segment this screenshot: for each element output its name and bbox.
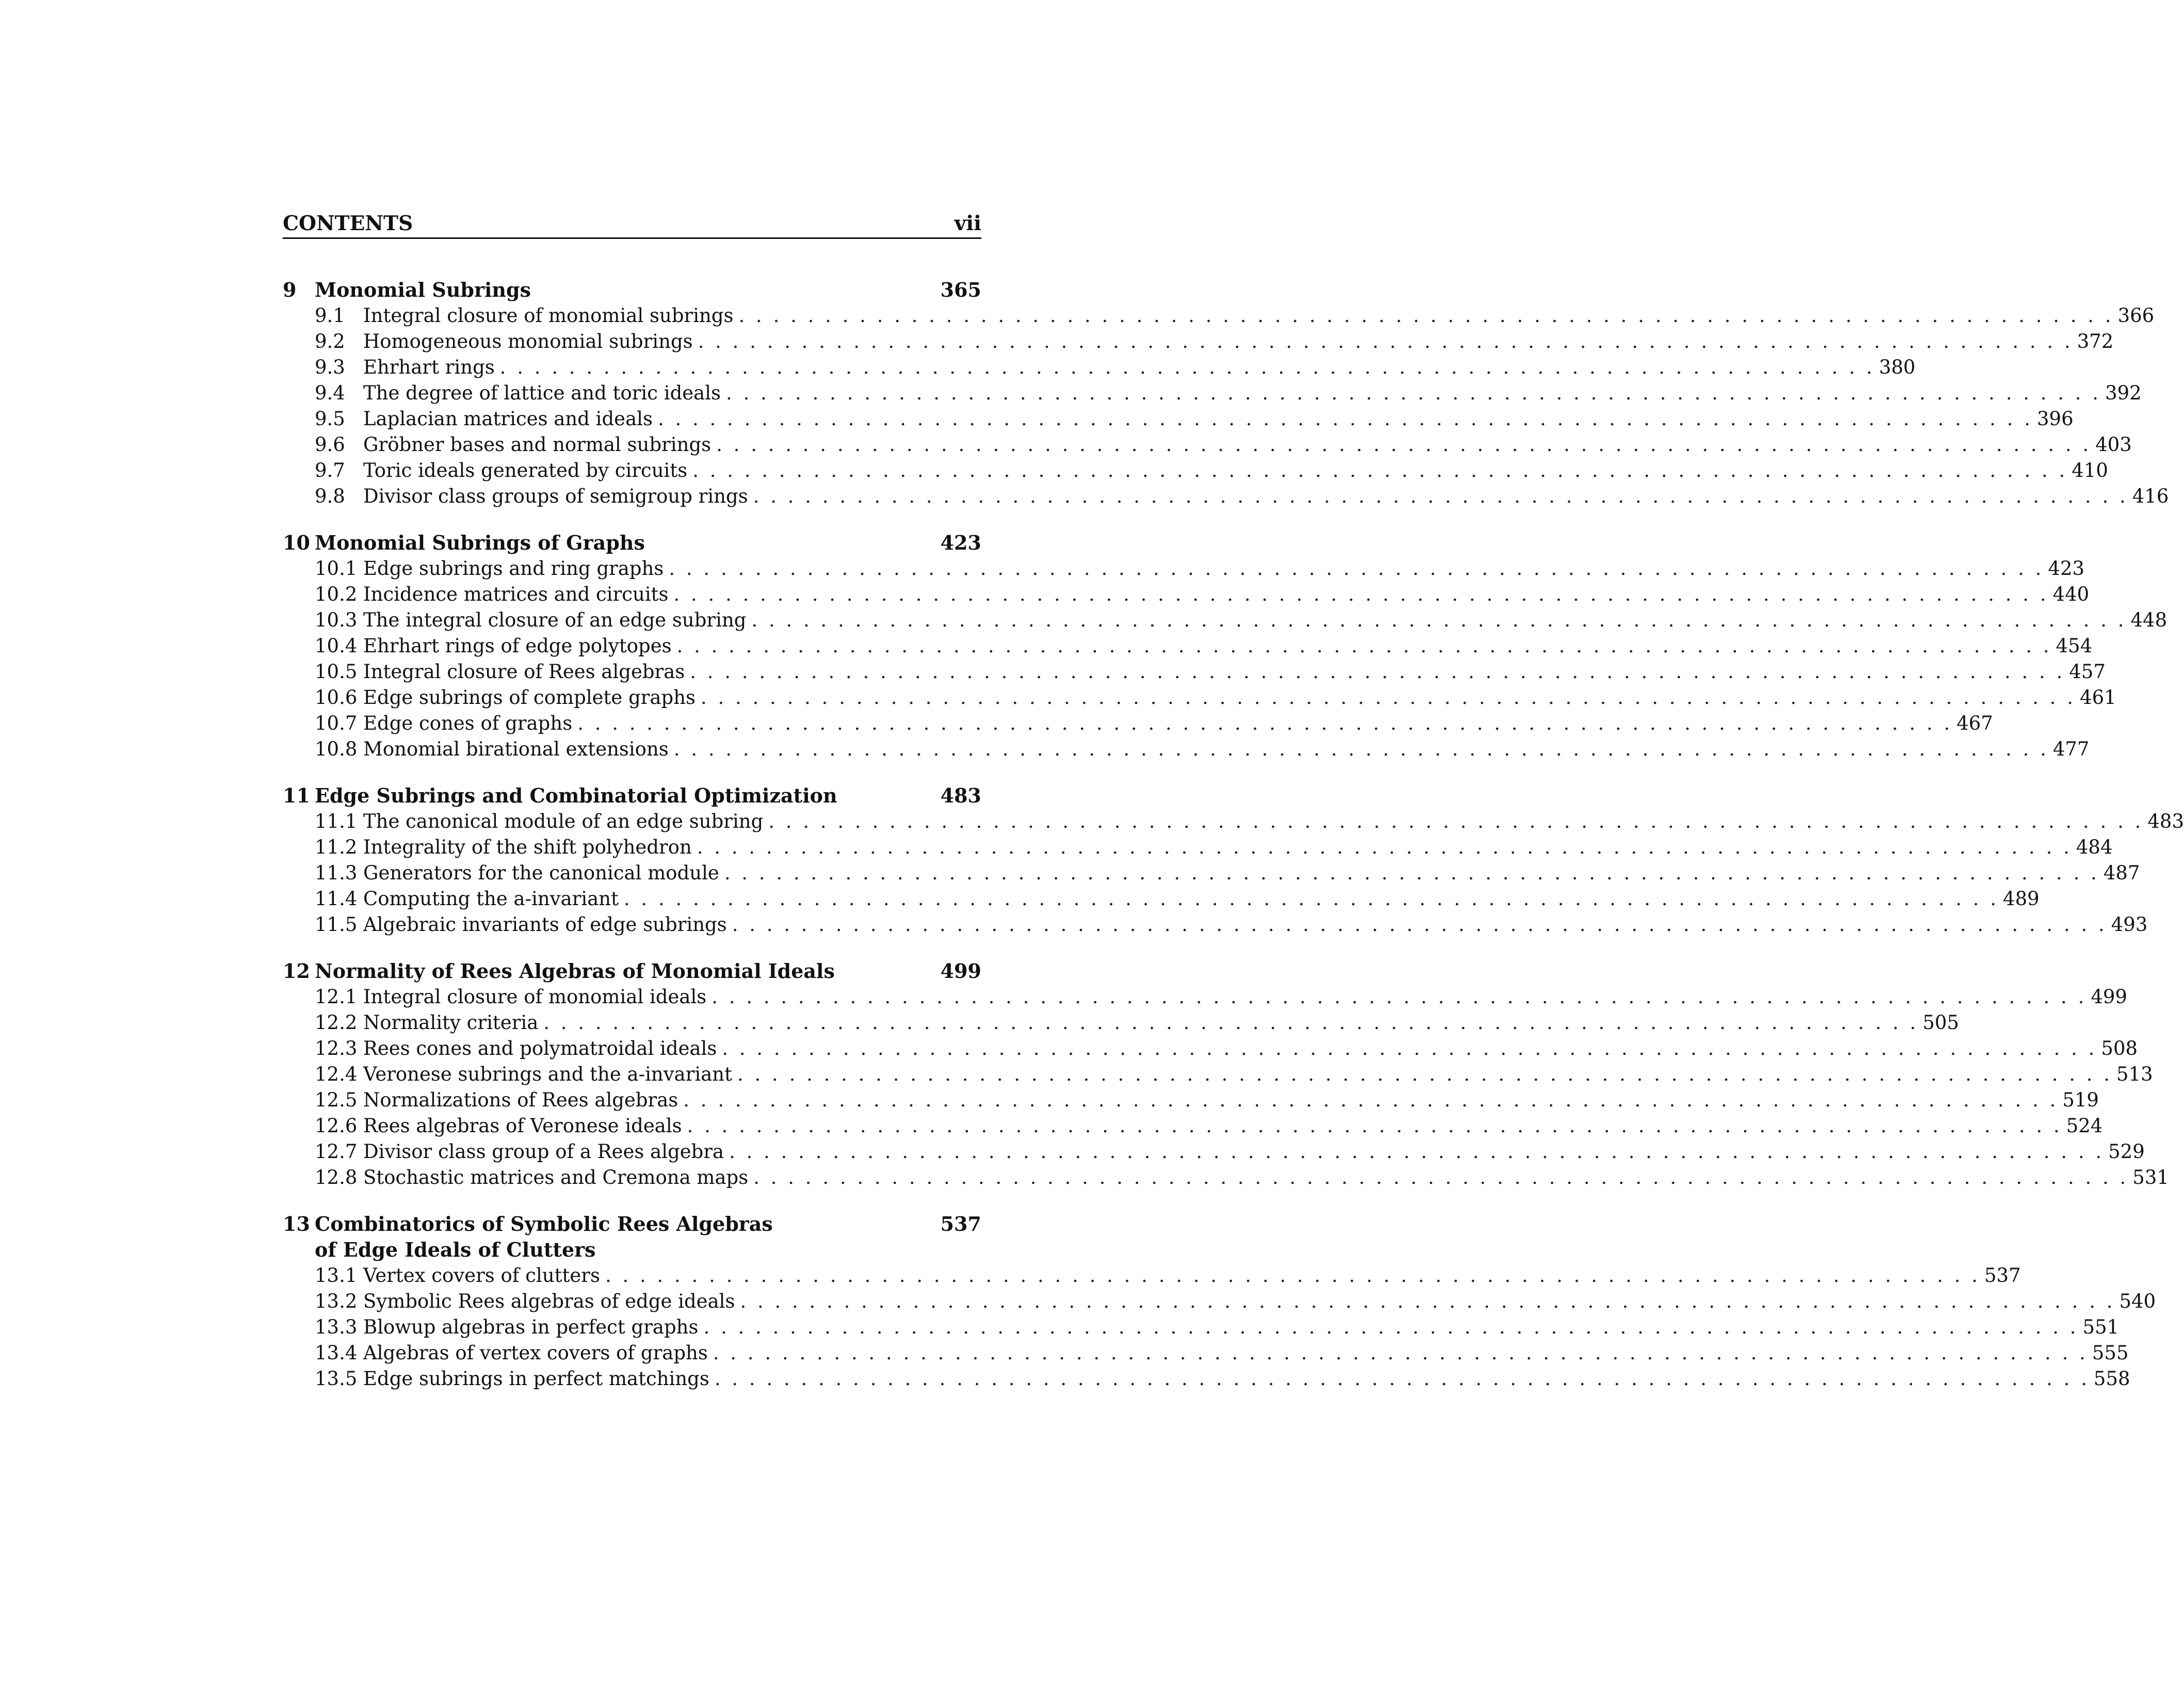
section-page-number: 410 bbox=[2072, 459, 2108, 481]
dot-leader: . . . . . . . . . . . . . . . . . . . . . . . . . . . . . . . . . . . . . . . . . . . . . . . . . . . . . . . . . . . . . . . . . . . . . . . . . . . . . . . . bbox=[738, 304, 2114, 327]
section-entry[interactable] bbox=[283, 1113, 2103, 1139]
section-entry[interactable] bbox=[283, 659, 2106, 685]
section-entry[interactable] bbox=[283, 1139, 2145, 1165]
section-title: The canonical module of an edge subring bbox=[363, 810, 764, 832]
section-title: Algebras of vertex covers of graphs bbox=[363, 1342, 708, 1364]
dot-leader: . . . . . . . . . . . . . . . . . . . . . . . . . . . . . . . . . . . . . . . . . . . . . . . . . . . . . . . . . . . . . . . . . . . . . . . . . . . . . . . . bbox=[716, 433, 2092, 456]
dot-leader: . . . . . . . . . . . . . . . . . . . . . . . . . . . . . . . . . . . . . . . . . . . . . . . . . . . . . . . . . . . . . . . . . . . . . . . . . . . . . . . . bbox=[726, 382, 2101, 404]
section-title: Integral closure of monomial subrings bbox=[363, 304, 734, 327]
section-number: 10.7 bbox=[315, 712, 358, 734]
section-page-number: 529 bbox=[2108, 1140, 2145, 1163]
dot-leader: . . . . . . . . . . . . . . . . . . . . . . . . . . . . . . . . . . . . . . . . . . . . . . . . . . . . . . . . . . . . . . . . . . . . . . . . . . . . . . . . bbox=[499, 356, 1875, 378]
dot-leader: . . . . . . . . . . . . . . . . . . . . . . . . . . . . . . . . . . . . . . . . . . . . . . . . . . . . . . . . . . . . . . . . . . . . . . . . . . . . . . . . bbox=[692, 459, 2068, 481]
section-entry[interactable] bbox=[283, 329, 2114, 355]
chapter-block bbox=[283, 277, 2169, 509]
section-entry[interactable] bbox=[283, 633, 2093, 659]
dot-leader: . . . . . . . . . . . . . . . . . . . . . . . . . . . . . . . . . . . . . . . . . . . . . . . . . . . . . . . . . . . . . . . . . . . . . . . . . . . . . . . . bbox=[676, 635, 2052, 657]
section-entry[interactable] bbox=[283, 1366, 2130, 1392]
section-title: Monomial birational extensions bbox=[363, 738, 669, 760]
section-entry[interactable] bbox=[283, 484, 2169, 509]
dot-leader: . . . . . . . . . . . . . . . . . . . . . . . . . . . . . . . . . . . . . . . . . . . . . . . . . . . . . . . . . . . . . . . . . . . . . . . . . . . . . . . . bbox=[577, 712, 1953, 734]
chapter-title-line: Monomial Subrings bbox=[315, 278, 531, 301]
section-number: 12.4 bbox=[315, 1063, 358, 1085]
section-entry[interactable] bbox=[283, 711, 1993, 736]
section-page-number: 467 bbox=[1956, 712, 1993, 734]
chapter-block bbox=[283, 530, 2167, 762]
section-number: 10.1 bbox=[315, 557, 358, 580]
section-title: Vertex covers of clutters bbox=[363, 1264, 600, 1287]
dot-leader: . . . . . . . . . . . . . . . . . . . . . . . . . . . . . . . . . . . . . . . . . . . . . . . . . . . . . . . . . . . . . . . . . . . . . . . . . . . . . . . . bbox=[697, 836, 2072, 858]
section-page-number: 531 bbox=[2132, 1166, 2169, 1188]
section-entry[interactable] bbox=[283, 912, 2148, 938]
dot-leader: . . . . . . . . . . . . . . . . . . . . . . . . . . . . . . . . . . . . . . . . . . . . . . . . . . . . . . . . . . . . . . . . . . . . . . . . . . . . . . . . bbox=[732, 913, 2107, 936]
section-title: Symbolic Rees algebras of edge ideals bbox=[363, 1290, 735, 1312]
section-page-number: 489 bbox=[2003, 888, 2040, 910]
section-title: Ehrhart rings bbox=[363, 356, 495, 378]
section-entry[interactable] bbox=[283, 736, 2090, 762]
dot-leader: . . . . . . . . . . . . . . . . . . . . . . . . . . . . . . . . . . . . . . . . . . . . . . . . . . . . . . . . . . . . . . . . . . . . . . . . . . . . . . . . bbox=[737, 1063, 2113, 1085]
section-page-number: 372 bbox=[2077, 330, 2114, 352]
section-title: Ehrhart rings of edge polytopes bbox=[363, 635, 672, 657]
section-page-number: 508 bbox=[2101, 1037, 2138, 1059]
section-number: 11.5 bbox=[315, 913, 358, 936]
chapter-title-line: Edge Subrings and Combinatorial Optimization bbox=[315, 784, 837, 807]
dot-leader: . . . . . . . . . . . . . . . . . . . . . . . . . . . . . . . . . . . . . . . . . . . . . . . . . . . . . . . . . . . . . . . . . . . . . . . . . . . . . . . . bbox=[753, 1166, 2129, 1188]
section-number: 12.2 bbox=[315, 1011, 358, 1034]
section-page-number: 477 bbox=[2052, 738, 2090, 760]
section-page-number: 366 bbox=[2117, 304, 2155, 327]
section-title: Normalizations of Rees algebras bbox=[363, 1089, 678, 1111]
section-entry[interactable] bbox=[283, 458, 2108, 484]
chapter-heading[interactable] bbox=[283, 783, 981, 809]
section-page-number: 461 bbox=[2080, 686, 2116, 709]
chapter-block bbox=[283, 958, 2169, 1191]
section-entry[interactable] bbox=[283, 984, 2127, 1010]
chapter-page-number: 483 bbox=[940, 784, 981, 807]
chapter-heading[interactable] bbox=[283, 958, 981, 984]
section-title: Algebraic invariants of edge subrings bbox=[363, 913, 727, 936]
section-title: Rees cones and polymatroidal ideals bbox=[363, 1037, 717, 1059]
section-page-number: 513 bbox=[2116, 1063, 2153, 1085]
dot-leader: . . . . . . . . . . . . . . . . . . . . . . . . . . . . . . . . . . . . . . . . . . . . . . . . . . . . . . . . . . . . . . . . . . . . . . . . . . . . . . . . bbox=[673, 583, 2049, 605]
section-number: 9.7 bbox=[315, 459, 345, 481]
section-entry[interactable] bbox=[283, 809, 2184, 834]
section-page-number: 524 bbox=[2066, 1115, 2103, 1137]
section-entry[interactable] bbox=[283, 1087, 2099, 1113]
section-page-number: 551 bbox=[2082, 1316, 2120, 1338]
section-entry[interactable] bbox=[283, 582, 2090, 607]
section-entry[interactable] bbox=[283, 406, 2074, 432]
section-page-number: 493 bbox=[2111, 913, 2148, 936]
section-number: 11.4 bbox=[315, 888, 358, 910]
dot-leader: . . . . . . . . . . . . . . . . . . . . . . . . . . . . . . . . . . . . . . . . . . . . . . . . . . . . . . . . . . . . . . . . . . . . . . . . . . . . . . . . bbox=[740, 1290, 2115, 1312]
section-entry[interactable] bbox=[283, 1010, 1959, 1036]
section-number: 12.3 bbox=[315, 1037, 358, 1059]
dot-leader: . . . . . . . . . . . . . . . . . . . . . . . . . . . . . . . . . . . . . . . . . . . . . . . . . . . . . . . . . . . . . . . . . . . . . . . . . . . . . . . . bbox=[703, 1316, 2079, 1338]
section-entry[interactable] bbox=[283, 1340, 2129, 1366]
chapter-heading[interactable] bbox=[283, 1211, 981, 1263]
section-title: Divisor class groups of semigroup rings bbox=[363, 485, 748, 507]
section-page-number: 380 bbox=[1879, 356, 1916, 378]
running-head bbox=[283, 211, 981, 239]
chapter-title bbox=[315, 1211, 941, 1263]
chapter-title-line: Normality of Rees Algebras of Monomial Ideals bbox=[315, 959, 835, 983]
dot-leader: . . . . . . . . . . . . . . . . . . . . . . . . . . . . . . . . . . . . . . . . . . . . . . . . . . . . . . . . . . . . . . . . . . . . . . . . . . . . . . . . bbox=[768, 810, 2144, 832]
chapter-page-number: 365 bbox=[940, 278, 981, 301]
section-title: Stochastic matrices and Cremona maps bbox=[363, 1166, 749, 1188]
dot-leader: . . . . . . . . . . . . . . . . . . . . . . . . . . . . . . . . . . . . . . . . . . . . . . . . . . . . . . . . . . . . . . . . . . . . . . . . . . . . . . . . bbox=[605, 1264, 1981, 1287]
chapter-title-line: Monomial Subrings of Graphs bbox=[315, 531, 645, 554]
section-number: 9.1 bbox=[315, 304, 345, 327]
section-title: Edge subrings of complete graphs bbox=[363, 686, 696, 709]
section-number: 13.4 bbox=[315, 1342, 358, 1364]
dot-leader: . . . . . . . . . . . . . . . . . . . . . . . . . . . . . . . . . . . . . . . . . . . . . . . . . . . . . . . . . . . . . . . . . . . . . . . . . . . . . . . . bbox=[722, 1037, 2097, 1059]
chapter-title bbox=[315, 530, 941, 556]
section-page-number: 537 bbox=[1984, 1264, 2021, 1287]
section-title: Gröbner bases and normal subrings bbox=[363, 433, 711, 456]
dot-leader: . . . . . . . . . . . . . . . . . . . . . . . . . . . . . . . . . . . . . . . . . . . . . . . . . . . . . . . . . . . . . . . . . . . . . . . . . . . . . . . . bbox=[623, 888, 1999, 910]
section-number: 10.6 bbox=[315, 686, 358, 709]
chapter-page-number: 499 bbox=[940, 959, 981, 983]
section-page-number: 454 bbox=[2056, 635, 2093, 657]
section-page-number: 396 bbox=[2037, 408, 2074, 430]
section-entry[interactable] bbox=[283, 1314, 2120, 1340]
section-page-number: 484 bbox=[2076, 836, 2113, 858]
chapter-title bbox=[315, 783, 941, 809]
section-number: 13.1 bbox=[315, 1264, 358, 1287]
running-head-title: CONTENTS bbox=[283, 212, 413, 235]
section-number: 12.1 bbox=[315, 986, 358, 1008]
section-entry[interactable] bbox=[283, 432, 2132, 458]
section-number: 13.3 bbox=[315, 1316, 358, 1338]
section-entry[interactable] bbox=[283, 860, 2140, 886]
section-number: 9.5 bbox=[315, 408, 345, 430]
book-page bbox=[283, 211, 2184, 1412]
dot-leader: . . . . . . . . . . . . . . . . . . . . . . . . . . . . . . . . . . . . . . . . . . . . . . . . . . . . . . . . . . . . . . . . . . . . . . . . . . . . . . . . bbox=[729, 1140, 2105, 1163]
section-entry[interactable] bbox=[283, 380, 2142, 406]
section-page-number: 448 bbox=[2130, 609, 2167, 631]
section-page-number: 457 bbox=[2069, 661, 2106, 683]
section-page-number: 505 bbox=[1922, 1011, 1959, 1034]
section-entry[interactable] bbox=[283, 834, 2113, 860]
chapter-title-line: of Edge Ideals of Clutters bbox=[315, 1238, 596, 1261]
section-number: 13.2 bbox=[315, 1290, 358, 1312]
section-title: Computing the a-invariant bbox=[363, 888, 619, 910]
section-title: Generators for the canonical module bbox=[363, 862, 719, 884]
section-page-number: 555 bbox=[2092, 1342, 2129, 1364]
section-title: Toric ideals generated by circuits bbox=[363, 459, 688, 481]
dot-leader: . . . . . . . . . . . . . . . . . . . . . . . . . . . . . . . . . . . . . . . . . . . . . . . . . . . . . . . . . . . . . . . . . . . . . . . . . . . . . . . . bbox=[724, 862, 2099, 884]
section-title: Integral closure of Rees algebras bbox=[363, 661, 685, 683]
chapter-title bbox=[315, 958, 941, 984]
section-number: 9.2 bbox=[315, 330, 345, 352]
section-title: Laplacian matrices and ideals bbox=[363, 408, 653, 430]
chapter-number: 10 bbox=[283, 531, 310, 554]
running-head-page-number: vii bbox=[954, 212, 981, 235]
section-number: 10.3 bbox=[315, 609, 358, 631]
section-number: 12.6 bbox=[315, 1115, 358, 1137]
section-entry[interactable] bbox=[283, 886, 2040, 912]
dot-leader: . . . . . . . . . . . . . . . . . . . . . . . . . . . . . . . . . . . . . . . . . . . . . . . . . . . . . . . . . . . . . . . . . . . . . . . . . . . . . . . . bbox=[701, 686, 2076, 709]
section-page-number: 392 bbox=[2105, 382, 2142, 404]
section-number: 9.4 bbox=[315, 382, 345, 404]
section-number: 10.2 bbox=[315, 583, 358, 605]
dot-leader: . . . . . . . . . . . . . . . . . . . . . . . . . . . . . . . . . . . . . . . . . . . . . . . . . . . . . . . . . . . . . . . . . . . . . . . . . . . . . . . . bbox=[698, 330, 2073, 352]
chapter-number: 9 bbox=[283, 278, 297, 301]
dot-leader: . . . . . . . . . . . . . . . . . . . . . . . . . . . . . . . . . . . . . . . . . . . . . . . . . . . . . . . . . . . . . . . . . . . . . . . . . . . . . . . . bbox=[687, 1115, 2062, 1137]
section-page-number: 416 bbox=[2132, 485, 2169, 507]
table-of-contents bbox=[283, 277, 2184, 1392]
section-entry[interactable] bbox=[283, 556, 2085, 582]
section-page-number: 403 bbox=[2095, 433, 2132, 456]
dot-leader: . . . . . . . . . . . . . . . . . . . . . . . . . . . . . . . . . . . . . . . . . . . . . . . . . . . . . . . . . . . . . . . . . . . . . . . . . . . . . . . . bbox=[711, 986, 2087, 1008]
section-entry[interactable] bbox=[283, 607, 2167, 633]
section-title: Edge subrings and ring graphs bbox=[363, 557, 664, 580]
dot-leader: . . . . . . . . . . . . . . . . . . . . . . . . . . . . . . . . . . . . . . . . . . . . . . . . . . . . . . . . . . . . . . . . . . . . . . . . . . . . . . . . bbox=[543, 1011, 1919, 1034]
section-title: The integral closure of an edge subring bbox=[363, 609, 747, 631]
section-number: 13.5 bbox=[315, 1368, 358, 1390]
section-page-number: 558 bbox=[2093, 1368, 2130, 1390]
section-number: 10.4 bbox=[315, 635, 358, 657]
section-page-number: 423 bbox=[2048, 557, 2085, 580]
chapter-block bbox=[283, 1211, 2156, 1392]
section-entry[interactable] bbox=[283, 303, 2155, 329]
section-entry[interactable] bbox=[283, 1036, 2138, 1062]
section-title: Normality criteria bbox=[363, 1011, 539, 1034]
section-number: 11.2 bbox=[315, 836, 358, 858]
chapter-heading[interactable] bbox=[283, 530, 981, 556]
section-entry[interactable] bbox=[283, 1263, 2021, 1289]
dot-leader: . . . . . . . . . . . . . . . . . . . . . . . . . . . . . . . . . . . . . . . . . . . . . . . . . . . . . . . . . . . . . . . . . . . . . . . . . . . . . . . . bbox=[713, 1342, 2088, 1364]
chapter-heading[interactable] bbox=[283, 277, 981, 303]
chapter-block bbox=[283, 783, 2184, 938]
dot-leader: . . . . . . . . . . . . . . . . . . . . . . . . . . . . . . . . . . . . . . . . . . . . . . . . . . . . . . . . . . . . . . . . . . . . . . . . . . . . . . . . bbox=[669, 557, 2044, 580]
section-page-number: 540 bbox=[2119, 1290, 2156, 1312]
section-number: 12.8 bbox=[315, 1166, 358, 1188]
section-title: Integrality of the shift polyhedron bbox=[363, 836, 692, 858]
dot-leader: . . . . . . . . . . . . . . . . . . . . . . . . . . . . . . . . . . . . . . . . . . . . . . . . . . . . . . . . . . . . . . . . . . . . . . . . . . . . . . . . bbox=[683, 1089, 2059, 1111]
chapter-number: 12 bbox=[283, 959, 310, 983]
section-page-number: 440 bbox=[2052, 583, 2090, 605]
section-title: Divisor class group of a Rees algebra bbox=[363, 1140, 724, 1163]
section-title: Integral closure of monomial ideals bbox=[363, 986, 707, 1008]
chapter-title bbox=[315, 277, 941, 303]
section-title: Blowup algebras in perfect graphs bbox=[363, 1316, 699, 1338]
section-page-number: 499 bbox=[2091, 986, 2127, 1008]
section-entry[interactable] bbox=[283, 355, 1916, 380]
section-entry[interactable] bbox=[283, 1165, 2169, 1191]
section-title: Veronese subrings and the a-invariant bbox=[363, 1063, 732, 1085]
section-number: 12.5 bbox=[315, 1089, 358, 1111]
chapter-title-line: Combinatorics of Symbolic Rees Algebras bbox=[315, 1212, 773, 1235]
section-entry[interactable] bbox=[283, 1062, 2153, 1087]
section-title: Incidence matrices and circuits bbox=[363, 583, 669, 605]
section-number: 10.5 bbox=[315, 661, 358, 683]
dot-leader: . . . . . . . . . . . . . . . . . . . . . . . . . . . . . . . . . . . . . . . . . . . . . . . . . . . . . . . . . . . . . . . . . . . . . . . . . . . . . . . . bbox=[657, 408, 2033, 430]
dot-leader: . . . . . . . . . . . . . . . . . . . . . . . . . . . . . . . . . . . . . . . . . . . . . . . . . . . . . . . . . . . . . . . . . . . . . . . . . . . . . . . . bbox=[751, 609, 2127, 631]
dot-leader: . . . . . . . . . . . . . . . . . . . . . . . . . . . . . . . . . . . . . . . . . . . . . . . . . . . . . . . . . . . . . . . . . . . . . . . . . . . . . . . . bbox=[690, 661, 2065, 683]
section-entry[interactable] bbox=[283, 1289, 2156, 1314]
section-number: 9.6 bbox=[315, 433, 345, 456]
chapter-number: 13 bbox=[283, 1212, 310, 1235]
section-title: The degree of lattice and toric ideals bbox=[363, 382, 721, 404]
section-number: 10.8 bbox=[315, 738, 358, 760]
section-title: Homogeneous monomial subrings bbox=[363, 330, 693, 352]
chapter-number: 11 bbox=[283, 784, 310, 807]
chapter-page-number: 537 bbox=[940, 1212, 981, 1235]
section-number: 11.3 bbox=[315, 862, 358, 884]
section-page-number: 483 bbox=[2147, 810, 2184, 832]
section-title: Edge subrings in perfect matchings bbox=[363, 1368, 709, 1390]
section-number: 12.7 bbox=[315, 1140, 358, 1163]
chapter-page-number: 423 bbox=[940, 531, 981, 554]
section-number: 9.8 bbox=[315, 485, 345, 507]
section-page-number: 487 bbox=[2103, 862, 2140, 884]
section-number: 9.3 bbox=[315, 356, 345, 378]
section-title: Rees algebras of Veronese ideals bbox=[363, 1115, 682, 1137]
section-entry[interactable] bbox=[283, 685, 2116, 711]
section-title: Edge cones of graphs bbox=[363, 712, 573, 734]
section-page-number: 519 bbox=[2062, 1089, 2099, 1111]
dot-leader: . . . . . . . . . . . . . . . . . . . . . . . . . . . . . . . . . . . . . . . . . . . . . . . . . . . . . . . . . . . . . . . . . . . . . . . . . . . . . . . . bbox=[714, 1368, 2090, 1390]
dot-leader: . . . . . . . . . . . . . . . . . . . . . . . . . . . . . . . . . . . . . . . . . . . . . . . . . . . . . . . . . . . . . . . . . . . . . . . . . . . . . . . . bbox=[673, 738, 2049, 760]
dot-leader: . . . . . . . . . . . . . . . . . . . . . . . . . . . . . . . . . . . . . . . . . . . . . . . . . . . . . . . . . . . . . . . . . . . . . . . . . . . . . . . . bbox=[753, 485, 2128, 507]
section-number: 11.1 bbox=[315, 810, 358, 832]
